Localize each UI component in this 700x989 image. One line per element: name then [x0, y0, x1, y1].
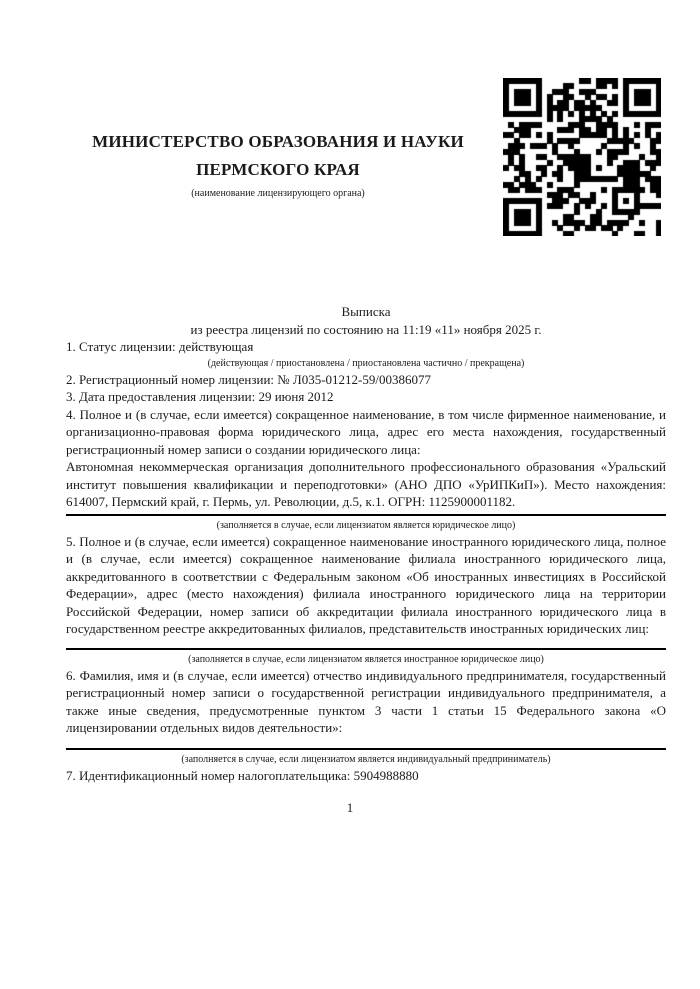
section-3-license-date: 3. Дата предоставления лицензии: 29 июня 2012 [66, 389, 334, 404]
section-4-fill-line [66, 514, 666, 516]
section-4-label: 4. Полное и (в случае, если имеется) сокращенное наименование, в том числе фирменное наименование, и организационно-правовая форма юридического лица, адрес его места нахождения, государственный регистрационный номер записи о создании юридического лица: [66, 406, 666, 457]
document-title: Выписка [341, 304, 391, 319]
section-6-label: 6. Фамилия, имя и (в случае, если имеется) отчество индивидуального предпринимателя, государственный регистрационный номер записи о государственной регистрации индивидуального предпринимателя, а также иные сведения, предусмотренные пунктом 3 части 1 статьи 15 Федерального закона «О лицензировании отдельных видов деятельности»: [66, 667, 666, 735]
document-body [66, 303, 666, 784]
ministry-note: (наименование лицензирующего органа) [191, 188, 365, 199]
qr-code [503, 78, 661, 236]
ministry-title-line1: МИНИСТЕРСТВО ОБРАЗОВАНИЯ И НАУКИ [92, 132, 464, 151]
section-4-note: (заполняется в случае, если лицензиатом является юридическое лицо) [216, 519, 516, 531]
document-subtitle: из реестра лицензий по состоянию на 11:19 «11» ноября 2025 г. [190, 321, 542, 337]
ministry-title-line2: ПЕРМСКОГО КРАЯ [196, 160, 360, 179]
section-4-value: Автономная некоммерческая организация дополнительного профессионального образования «Уральский институт повышения квалификации и переподготовки» (АНО ДПО «УрИПКиП»). Место нахождения: 614007, Пермский край, г. Пермь, ул. Революции, д.5, к.1. ОГРН: 1125900001182. [66, 459, 666, 509]
section-1-note: (действующая / приостановлена / приостановлена частично / прекращена) [207, 357, 525, 369]
section-6-fill-line [66, 748, 666, 750]
section-6-note: (заполняется в случае, если лицензиатом является индивидуальный предприниматель) [181, 753, 551, 765]
section-5-note: (заполняется в случае, если лицензиатом является иностранное юридическое лицо) [188, 653, 544, 665]
section-5-fill-line [66, 648, 666, 650]
document-heading [66, 303, 666, 338]
section-2-registration-number: 2. Регистрационный номер лицензии: № Л035-01212-59/00386077 [66, 371, 432, 387]
ministry-title [66, 128, 490, 184]
section-1-status: 1. Статус лицензии: действующая [66, 339, 254, 354]
section-5-label: 5. Полное и (в случае, если имеется) сокращенное наименование иностранного юридического лица, полное и (в случае, если имеется) сокращенное наименование филиала иностранного юридического лица, аккредитованного в соответствии с Федеральным законом «Об иностранных инвестициях в Российской Федерации», адрес (место нахождения) филиала иностранного юридического лица на территории Российской Федерации, номер записи об аккредитации филиала иностранного юридического лица в государственном реестре аккредитованных филиалов, представительств иностранных юридических лиц: [66, 533, 666, 636]
section-7-inn: 7. Идентификационный номер налогоплательщика: 5904988880 [66, 767, 419, 783]
page-number: 1 [346, 800, 354, 815]
